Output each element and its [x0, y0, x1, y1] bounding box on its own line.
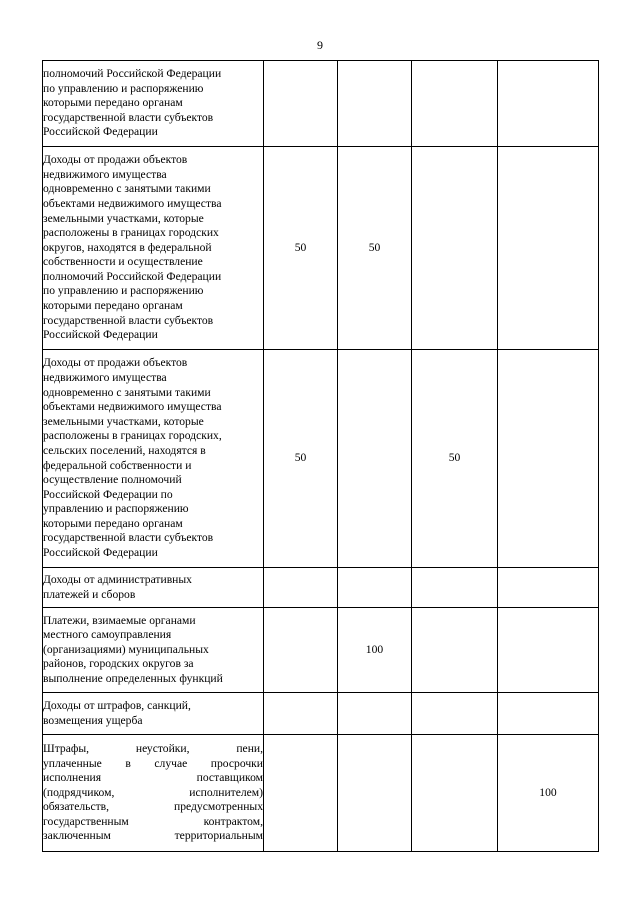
value-cell-1: [264, 568, 338, 608]
description-line: по управлению и распоряжению: [43, 284, 204, 298]
description-line: государственным контрактом,: [43, 814, 263, 828]
description-line: государственной власти субъектов: [43, 110, 214, 124]
description-line: Доходы от административных: [43, 572, 192, 586]
description-line: по управлению и распоряжению: [43, 81, 204, 95]
description-line: платежей и сборов: [43, 587, 136, 601]
table-row: [43, 735, 599, 852]
description-line: сельских поселений, находятся в: [43, 443, 206, 457]
description-line: выполнение определенных функций: [43, 671, 223, 685]
value-cell-4: 100: [498, 735, 599, 852]
value-cell-3: [412, 693, 498, 735]
value-cell-3: 50: [412, 350, 498, 568]
value-cell-1: [264, 693, 338, 735]
description-line: государственной власти субъектов: [43, 531, 214, 545]
description-line: земельными участками, которые: [43, 211, 204, 225]
value-cell-3: [412, 61, 498, 147]
value-cell-2: [338, 61, 412, 147]
description-line: собственности и осуществление: [43, 255, 203, 269]
description-line: федеральной собственности и: [43, 458, 192, 472]
value-cell-4: [498, 350, 599, 568]
description-line: недвижимого имущества: [43, 370, 167, 384]
value-cell-3: [412, 568, 498, 608]
description-line: Российской Федерации: [43, 125, 158, 139]
description-line: Штрафы, неустойки, пени,: [43, 741, 263, 755]
revenue-distribution-table: [42, 60, 599, 852]
table-row: [43, 350, 599, 568]
description-line: уплаченные в случае просрочки: [43, 756, 263, 770]
description-line: Российской Федерации по: [43, 487, 173, 501]
value-cell-2: [338, 693, 412, 735]
value-cell-3: [412, 147, 498, 350]
value-cell-2: [338, 350, 412, 568]
revenue-description: [43, 608, 264, 693]
description-line: управлению и распоряжению: [43, 502, 189, 516]
description-line: районов, городских округов за: [43, 657, 194, 671]
description-line: местного самоуправления: [43, 628, 172, 642]
description-line: которыми передано органам: [43, 299, 183, 313]
description-line: (организациями) муниципальных: [43, 642, 209, 656]
description-line: заключенным территориальным: [43, 829, 263, 843]
value-cell-2: 50: [338, 147, 412, 350]
value-cell-4: [498, 608, 599, 693]
value-cell-2: [338, 735, 412, 852]
value-cell-1: 50: [264, 147, 338, 350]
value-cell-2: [338, 568, 412, 608]
description-line: Доходы от штрафов, санкций,: [43, 698, 191, 712]
table-row: [43, 608, 599, 693]
value-cell-3: [412, 608, 498, 693]
description-line: одновременно с занятыми такими: [43, 182, 211, 196]
description-line: земельными участками, которые: [43, 414, 204, 428]
table-row: [43, 693, 599, 735]
description-line: (подрядчиком, исполнителем): [43, 785, 263, 799]
description-line: Российской Федерации: [43, 546, 158, 560]
description-line: объектами недвижимого имущества: [43, 196, 222, 210]
description-line: полномочий Российской Федерации: [43, 269, 222, 283]
description-line: Доходы от продажи объектов: [43, 153, 188, 167]
description-line: расположены в границах городских,: [43, 429, 222, 443]
value-cell-3: [412, 735, 498, 852]
description-line: государственной власти субъектов: [43, 313, 214, 327]
revenue-description: [43, 693, 264, 735]
value-cell-2: 100: [338, 608, 412, 693]
revenue-description: [43, 735, 264, 852]
description-line: полномочий Российской Федерации: [43, 67, 222, 81]
description-line: недвижимого имущества: [43, 167, 167, 181]
value-cell-4: [498, 568, 599, 608]
description-line: осуществление полномочий: [43, 473, 182, 487]
description-line: объектами недвижимого имущества: [43, 400, 222, 414]
revenue-description: [43, 61, 264, 147]
value-cell-1: [264, 735, 338, 852]
value-cell-1: [264, 61, 338, 147]
description-line: исполнения поставщиком: [43, 771, 263, 785]
description-line: Доходы от продажи объектов: [43, 356, 188, 370]
value-cell-4: [498, 61, 599, 147]
description-line: округов, находятся в федеральной: [43, 240, 212, 254]
description-line: одновременно с занятыми такими: [43, 385, 211, 399]
table-row: [43, 61, 599, 147]
value-cell-1: 50: [264, 350, 338, 568]
revenue-description: [43, 147, 264, 350]
description-line: Российской Федерации: [43, 328, 158, 342]
description-line: обязательств, предусмотренных: [43, 800, 263, 814]
table-row: [43, 568, 599, 608]
page-number: 9: [317, 38, 323, 52]
description-line: возмещения ущерба: [43, 713, 143, 727]
value-cell-1: [264, 608, 338, 693]
value-cell-4: [498, 693, 599, 735]
description-line: которыми передано органам: [43, 96, 183, 110]
description-line: Платежи, взимаемые органами: [43, 613, 196, 627]
description-line: расположены в границах городских: [43, 226, 219, 240]
description-line: которыми передано органам: [43, 516, 183, 530]
revenue-description: [43, 350, 264, 568]
table-body: [43, 61, 599, 852]
revenue-description: [43, 568, 264, 608]
table-row: [43, 147, 599, 350]
value-cell-4: [498, 147, 599, 350]
